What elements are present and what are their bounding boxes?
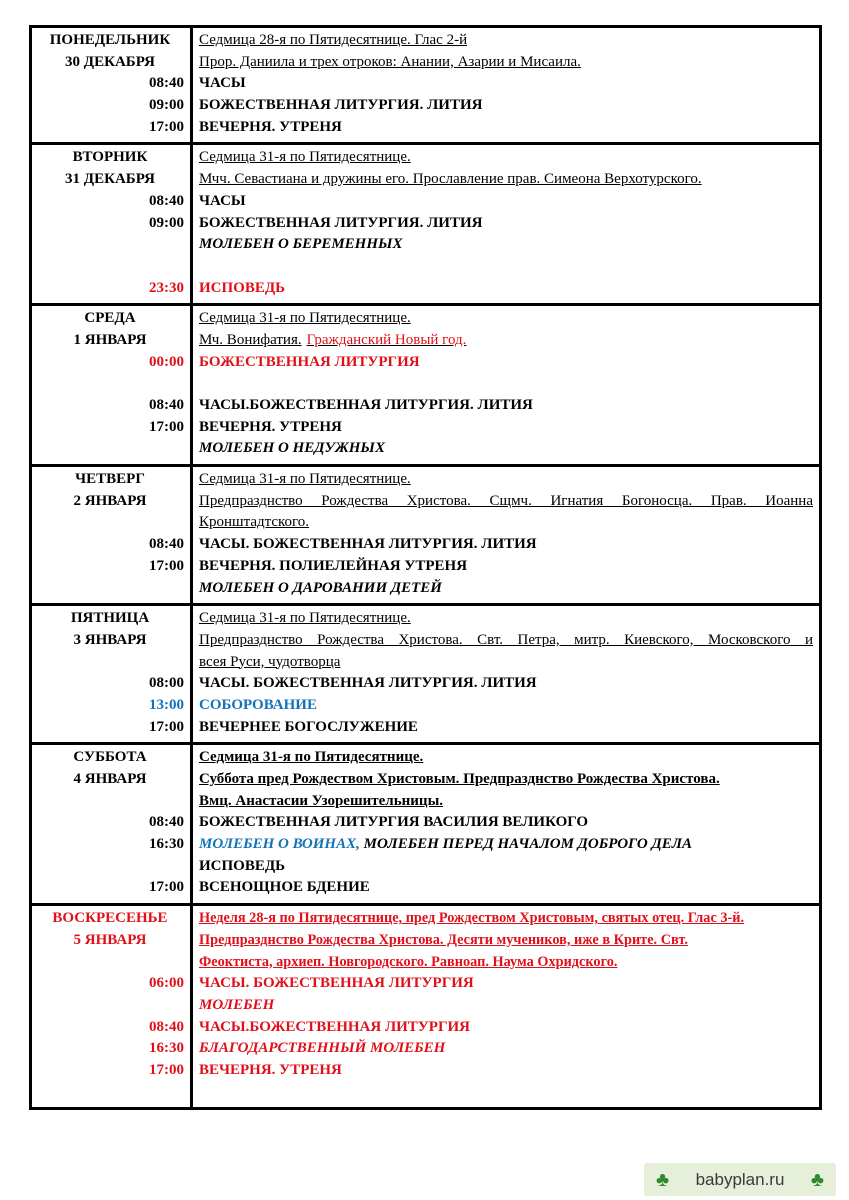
service-name: СОБОРОВАНИЕ [199, 696, 317, 713]
service-name: МОЛЕБЕН О ДАРОВАНИИ ДЕТЕЙ [199, 579, 442, 596]
day-row [31, 466, 821, 605]
weekday-label: СРЕДА [84, 310, 136, 327]
service-time [36, 1082, 184, 1104]
day-cell [31, 466, 192, 605]
day-note: Предпразднство Рождества Христова. Десяти мучеников, иже в Крите. Свт. [199, 931, 688, 948]
weekday-label: СУББОТА [73, 749, 147, 766]
day-cell [31, 144, 192, 305]
service-time: 17:00 [149, 418, 184, 435]
service-time: 09:00 [149, 97, 184, 114]
date-label: 31 ДЕКАБРЯ [65, 171, 155, 188]
service-time [36, 234, 184, 256]
service-name: МОЛЕБЕН О БЕРЕМЕННЫХ [199, 236, 403, 253]
service-name: ЧАСЫ. БОЖЕСТВЕННАЯ ЛИТУРГИЯ [199, 975, 474, 992]
day-row [31, 905, 821, 1109]
service-name: ЧАСЫ.БОЖЕСТВЕННАЯ ЛИТУРГИЯ. ЛИТИЯ [199, 397, 533, 413]
schedule-table [29, 25, 822, 1110]
service-time [36, 995, 184, 1017]
service-time [36, 438, 184, 460]
service-time [36, 578, 184, 600]
clover-icon: ♣ [656, 1168, 670, 1191]
service-name: МОЛЕБЕН [199, 996, 275, 1013]
service-name: ВЕЧЕРНЯ. УТРЕНЯ [199, 418, 342, 435]
weekday-label: ПОНЕДЕЛЬНИК [49, 32, 171, 48]
service-time: 13:00 [149, 696, 184, 713]
services-cell [192, 905, 821, 1109]
day-note: Седмица 31-я по Пятидесятнице. [199, 310, 411, 327]
services-cell [192, 605, 821, 744]
service-time [36, 856, 184, 878]
service-time: 08:40 [149, 192, 184, 209]
date-label: 5 ЯНВАРЯ [73, 931, 147, 948]
day-note: Седмица 31-я по Пятидесятнице. [199, 149, 411, 166]
date-label: 4 ЯНВАРЯ [73, 771, 147, 787]
day-row [31, 305, 821, 466]
date-label: 30 ДЕКАБРЯ [65, 53, 155, 70]
service-name: ИСПОВЕДЬ [199, 279, 286, 296]
day-cell [31, 605, 192, 744]
day-note: всея Руси, чудотворца [199, 653, 341, 670]
service-time: 17:00 [149, 118, 184, 135]
footer-site[interactable]: babyplan.ru [695, 1169, 785, 1189]
clover-icon: ♣ [810, 1168, 824, 1191]
service-time: 17:00 [149, 557, 184, 574]
footer-badge[interactable] [644, 1163, 836, 1196]
day-note: Феоктиста, архиеп. Новгородского. Равноап. Наума Охридского. [199, 953, 618, 970]
service-time: 17:00 [149, 879, 184, 896]
day-note: Седмица 31-я по Пятидесятнице. [199, 610, 411, 627]
service-time [36, 256, 184, 278]
service-name: ВЕЧЕРНЯ. УТРЕНЯ [199, 1061, 342, 1078]
service-name: БЛАГОДАРСТВЕННЫЙ МОЛЕБЕН [199, 1040, 446, 1057]
weekday-label: ПЯТНИЦА [70, 610, 150, 627]
service-time [36, 652, 184, 674]
service-time [36, 791, 184, 813]
service-name: БОЖЕСТВЕННАЯ ЛИТУРГИЯ ВАСИЛИЯ ВЕЛИКОГО [199, 814, 589, 831]
day-note: Мчч. Севастиана и дружины его. Прославление прав. Симеона Верхотурского. [199, 171, 702, 188]
day-row [31, 144, 821, 305]
service-name [199, 373, 813, 395]
service-name: ЧАСЫ. БОЖЕСТВЕННАЯ ЛИТУРГИЯ. ЛИТИЯ [199, 536, 537, 553]
service-time [36, 952, 184, 974]
service-name: ВЕЧЕРНЕЕ БОГОСЛУЖЕНИЕ [199, 718, 418, 735]
day-note: Кронштадтского. [199, 514, 310, 531]
services-cell [192, 466, 821, 605]
service-name: ЧАСЫ.БОЖЕСТВЕННАЯ ЛИТУРГИЯ [199, 1018, 471, 1035]
service-time: 08:40 [149, 1018, 184, 1035]
services-cell [192, 144, 821, 305]
service-name: БОЖЕСТВЕННАЯ ЛИТУРГИЯ. ЛИТИЯ [199, 97, 483, 114]
service-name [199, 1082, 813, 1104]
service-time [36, 373, 184, 395]
service-time: 17:00 [149, 1061, 184, 1078]
service-time: 06:00 [149, 975, 184, 992]
weekday-label: ВОСКРЕСЕНЬЕ [52, 910, 168, 927]
service-name: ВЕЧЕРНЯ. УТРЕНЯ [199, 118, 342, 135]
service-time: 08:40 [149, 75, 184, 92]
weekday-label: ЧЕТВЕРГ [75, 471, 145, 488]
day-note: Предпразднство Рождества Христова. Свт. Петра, митр. Киевского, Московского и [199, 631, 813, 648]
service-name: ВСЕНОЩНОЕ БДЕНИЕ [199, 879, 370, 896]
service-time: 08:00 [149, 675, 184, 692]
weekday-label: ВТОРНИК [72, 149, 148, 166]
services-cell [192, 305, 821, 466]
service-time: 09:00 [149, 214, 184, 231]
service-time [36, 512, 184, 534]
day-cell [31, 305, 192, 466]
day-note: Предпразднство Рождества Христова. Сщмч. Игнатия Богоносца. Прав. Иоанна [199, 492, 813, 509]
service-time: 08:40 [149, 397, 184, 413]
service-name [199, 256, 813, 278]
service-time: 00:00 [149, 353, 184, 370]
holiday-note: Гражданский Новый год. [306, 331, 467, 348]
service-time: 17:00 [149, 718, 184, 735]
service-name: МОЛЕБЕН О НЕДУЖНЫХ [199, 440, 385, 457]
day-note: Седмица 31-я по Пятидесятнице. [199, 749, 424, 766]
service-name: ЧАСЫ. БОЖЕСТВЕННАЯ ЛИТУРГИЯ. ЛИТИЯ [199, 675, 537, 692]
service-name: ЧАСЫ [199, 75, 246, 92]
service-name: БОЖЕСТВЕННАЯ ЛИТУРГИЯ. ЛИТИЯ [199, 214, 483, 231]
day-cell [31, 27, 192, 144]
date-label: 1 ЯНВАРЯ [73, 331, 147, 348]
service-time: 23:30 [149, 279, 184, 296]
day-note: Седмица 31-я по Пятидесятнице. [199, 471, 411, 488]
schedule-body [31, 27, 821, 1109]
day-note: Прор. Даниила и трех отроков: Анании, Азарии и Мисаила. [199, 53, 581, 70]
service-time: 16:30 [149, 1040, 184, 1057]
day-cell [31, 905, 192, 1109]
note-part: Мч. Вонифатия. [199, 331, 302, 348]
date-label: 2 ЯНВАРЯ [73, 492, 147, 509]
service-time: 16:30 [149, 836, 184, 853]
service-name: ИСПОВЕДЬ [199, 857, 286, 874]
service-name-part: МОЛЕБЕН ПЕРЕД НАЧАЛОМ ДОБРОГО ДЕЛА [359, 836, 693, 853]
day-note: Суббота пред Рождеством Христовым. Предпразднство Рождества Христова. [199, 771, 720, 787]
day-row [31, 605, 821, 744]
day-cell [31, 744, 192, 905]
service-time: 08:40 [149, 536, 184, 553]
service-name [199, 834, 813, 856]
day-note: Вмц. Анастасии Узорешительницы. [199, 792, 444, 809]
service-name: ВЕЧЕРНЯ. ПОЛИЕЛЕЙНАЯ УТРЕНЯ [199, 557, 468, 574]
service-name: ЧАСЫ [199, 192, 246, 209]
day-row [31, 744, 821, 905]
day-note [199, 330, 813, 352]
services-cell [192, 744, 821, 905]
service-name-highlight: МОЛЕБЕН О ВОИНАХ, [199, 836, 360, 853]
day-note: Неделя 28-я по Пятидесятнице, пред Рождеством Христовым, святых отец. Глас 3-й. [199, 910, 745, 927]
service-name: БОЖЕСТВЕННАЯ ЛИТУРГИЯ [199, 353, 420, 370]
services-cell [192, 27, 821, 144]
service-time: 08:40 [149, 814, 184, 831]
day-note: Седмица 28-я по Пятидесятнице. Глас 2-й [199, 32, 468, 48]
date-label: 3 ЯНВАРЯ [73, 631, 147, 648]
day-row [31, 27, 821, 144]
